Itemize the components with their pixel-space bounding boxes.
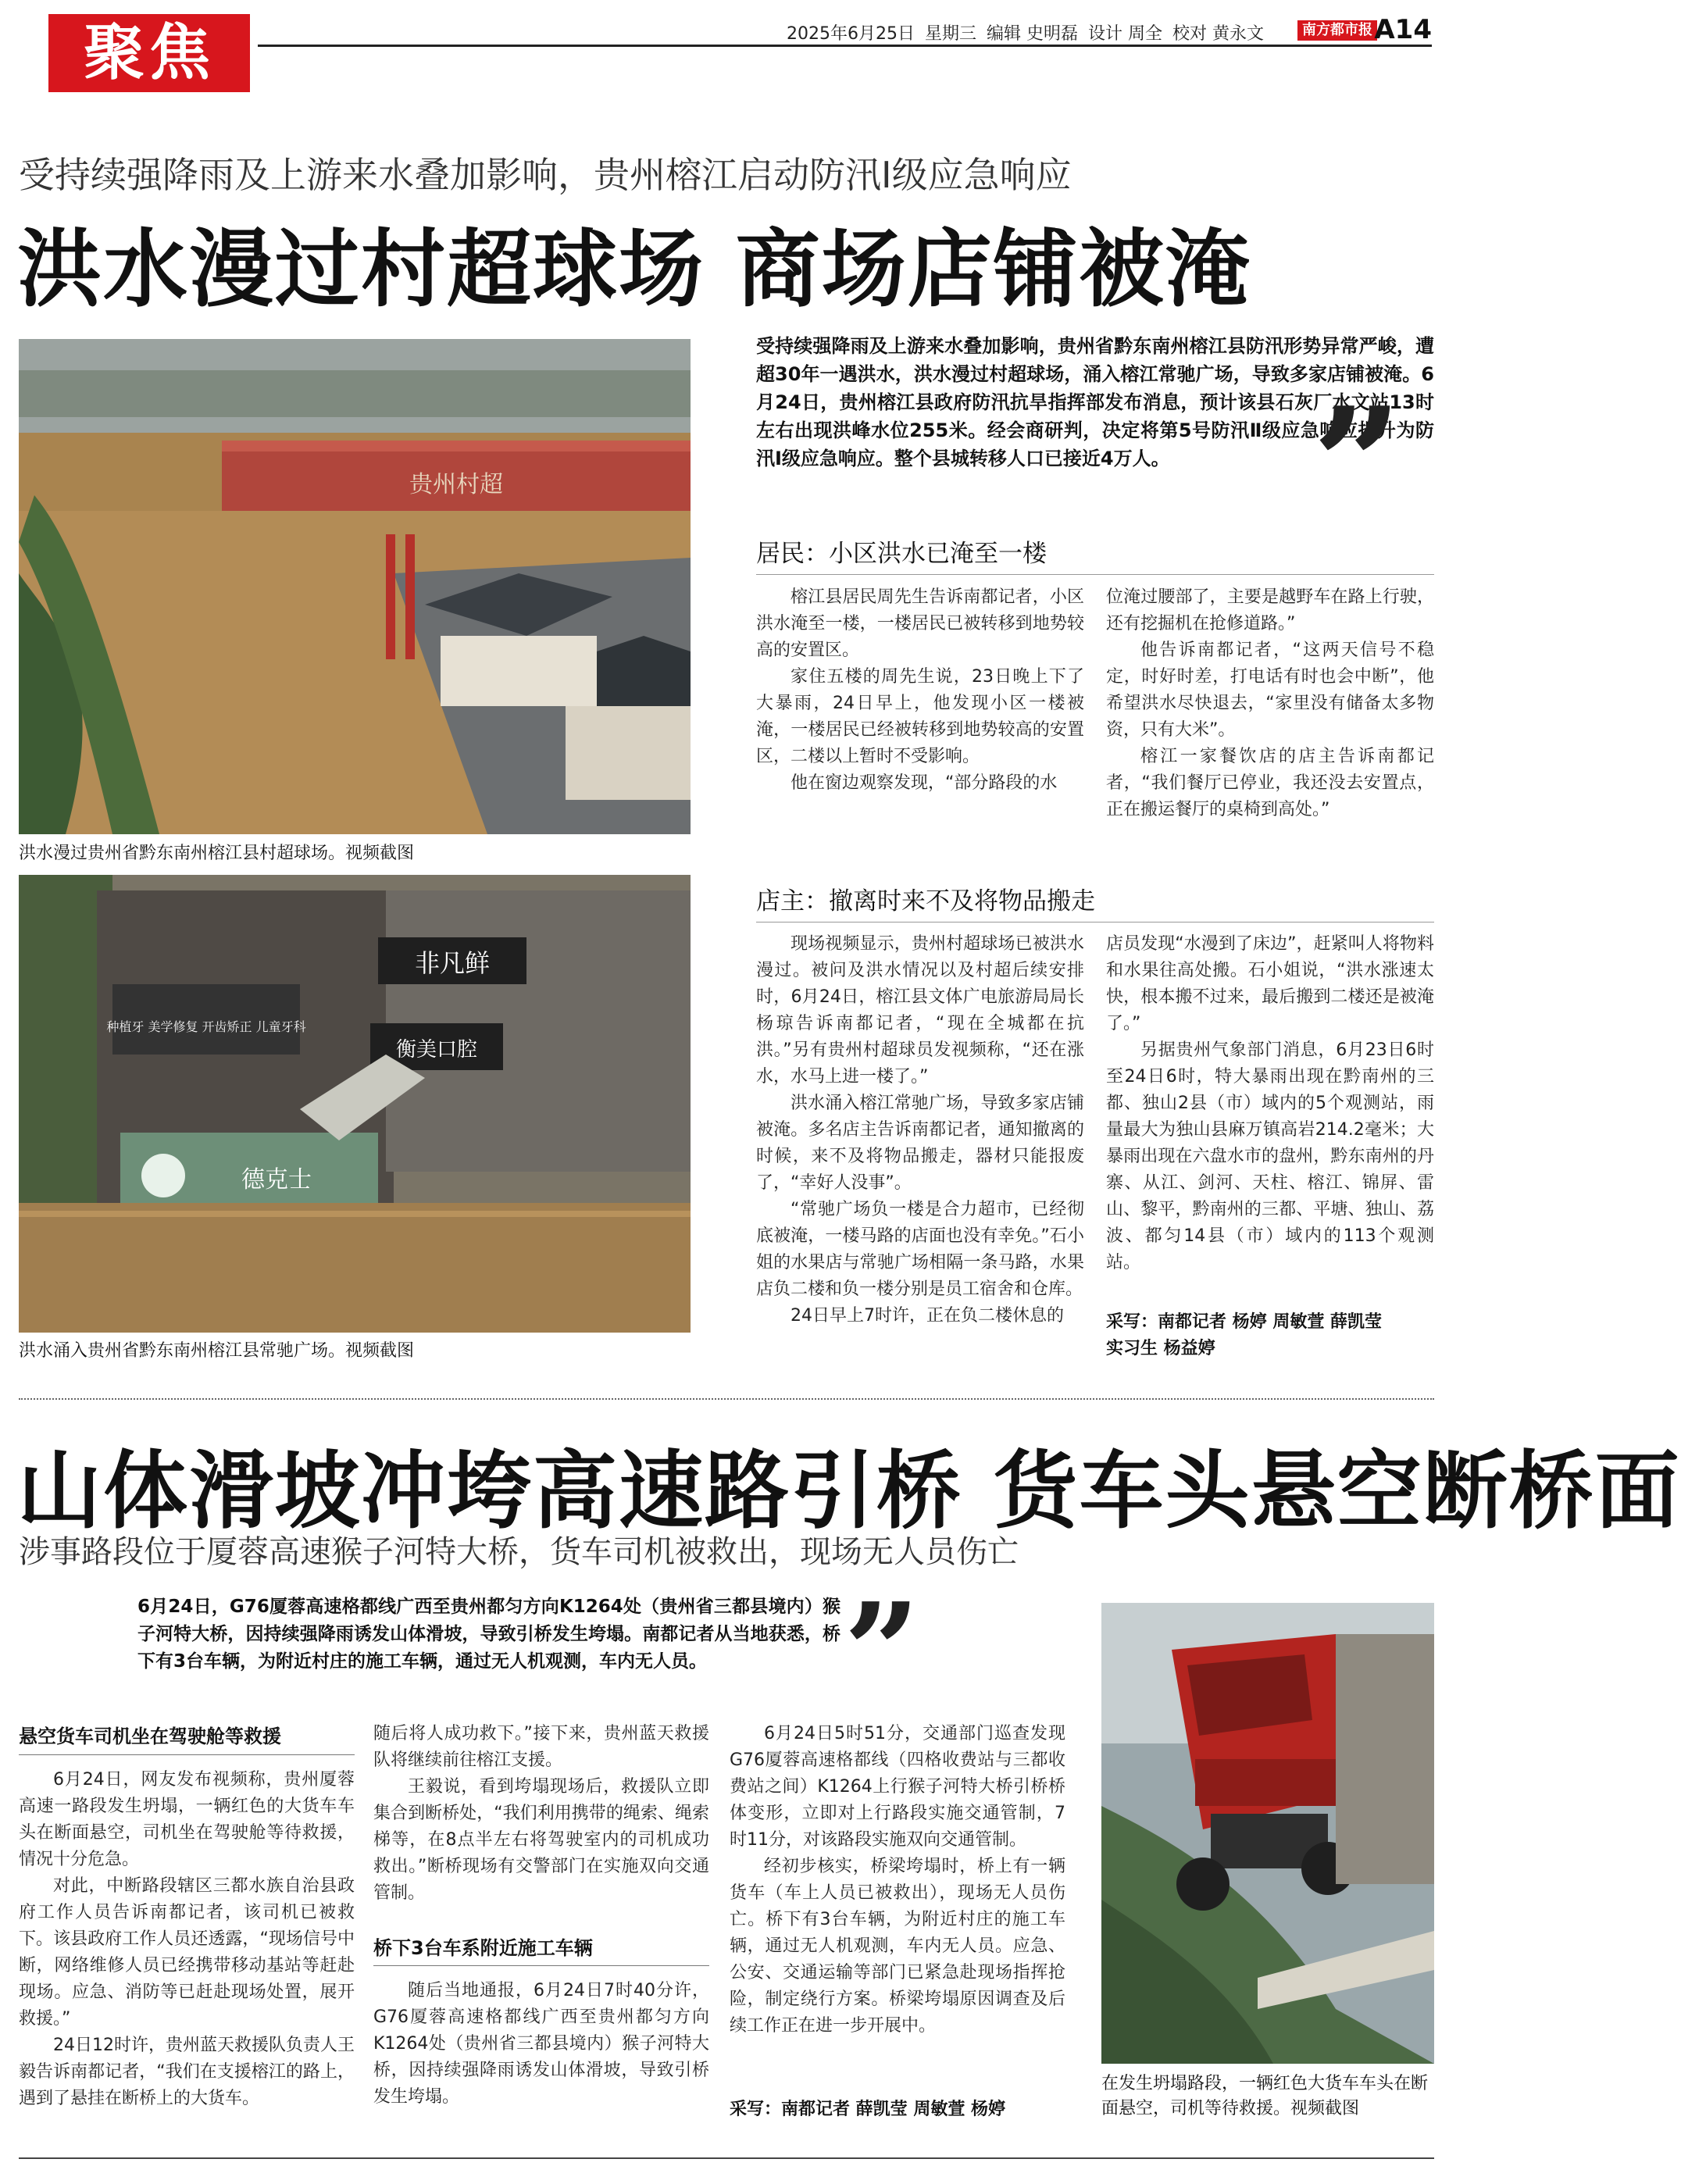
designer-credit: 设计 周全 <box>1088 24 1162 44</box>
page-bottom-rule <box>19 2157 1434 2159</box>
issue-weekday: 星期三 <box>924 24 976 44</box>
page-number: A14 <box>1374 14 1432 45</box>
story2-col2b-p1: 随后当地通报，6月24日7时40分许，G76厦蓉高速格都线广西至贵州都匀方向K1264处（贵州省三都县境内）猴子河特大桥，因持续强降雨诱发山体滑坡，导致引桥发生垮塌。 <box>373 1981 709 2107</box>
story2-sub2: 桥下3台车系附近施工车辆 <box>373 1937 593 1959</box>
story-divider <box>19 1398 1434 1400</box>
section1-col1 <box>756 584 1084 797</box>
story2-byline: 采写：南都记者 薛凯莹 周敏萱 杨婷 <box>730 2100 1005 2119</box>
section2-title: 店主：撤离时来不及将物品搬走 <box>756 887 1095 915</box>
section-tag <box>48 14 250 92</box>
header-meta <box>782 20 1264 45</box>
section1-title: 居民：小区洪水已淹至一楼 <box>756 540 1047 568</box>
story2-col2a-p2: 王毅说，看到垮塌现场后，救援队立即集合到断桥处，“我们利用携带的绳索、绳索梯等，在8点半左右将驾驶室内的司机成功救出。”断桥现场有交警部门在实施双向交通管制。 <box>373 1777 709 1903</box>
section1-col1-p1: 榕江县居民周先生告诉南都记者，小区洪水淹至一楼，一楼居民已被转移到地势较高的安置区。 <box>756 587 1084 660</box>
story2-col2a-p1: 随后将人成功救下。”接下来，贵州蓝天救援队将继续前往榕江支援。 <box>373 1724 709 1770</box>
story2-col2b <box>373 1978 709 2111</box>
story2-col1 <box>19 1767 355 2112</box>
editor-credit: 编辑 史明磊 <box>987 24 1078 44</box>
story2-col3-p2: 经初步核实，桥梁垮塌时，桥上有一辆货车（车上人员已被救出），现场无人员伤亡。桥下有3台车辆，为附近村庄的施工车辆，通过无人机观测，车内无人员。应急、公安、交通运输等部门已紧急赴现场指挥抢险，制定绕行方案。桥梁垮塌原因调查及后续工作正在进一步开展中。 <box>730 1857 1065 2036</box>
quote-mark-icon-2: ” <box>844 1574 920 1730</box>
paper-logo: 南方都市报 <box>1297 20 1377 41</box>
story1-byline <box>1106 1309 1434 1362</box>
story2-headline: 山体滑坡冲垮高速路引桥 货车头悬空断桥面 <box>17 1443 1681 1540</box>
story1-byline-line1: 采写：南都记者 杨婷 周敏萱 薛凯莹 <box>1106 1312 1382 1332</box>
flooded-plaza-photo <box>19 875 691 1333</box>
story2-kicker: 涉事路段位于厦蓉高速猴子河特大桥，货车司机被救出，现场无人员伤亡 <box>19 1534 1019 1570</box>
quote-mark-icon: ” <box>1312 373 1403 557</box>
section2-col1-p2: 洪水涌入榕江常驰广场，导致多家店铺被淹。多名店主告诉南都记者，通知撤离的时候，来不及将物品搬走，器材只能报废了，“幸好人没事”。 <box>756 1094 1084 1193</box>
story2-sub2-rule <box>373 1965 709 1966</box>
truck-photo <box>1101 1603 1434 2064</box>
story2-col2a <box>373 1721 709 1907</box>
header-rule <box>258 45 1432 47</box>
photo1-caption: 洪水漫过贵州省黔东南州榕江县村超球场。视频截图 <box>19 844 415 863</box>
section2-col1-p3: “常驰广场负一楼是合力超市，已经彻底被淹，一楼马路的店面也没有幸免。”石小姐的水果店与常驰广场相隔一条马路，水果店负二楼和负一楼分别是员工宿舍和仓库。 <box>756 1200 1084 1299</box>
photo2-caption: 洪水涌入贵州省黔东南州榕江县常驰广场。视频截图 <box>19 1341 415 1361</box>
section1-col2 <box>1106 584 1434 823</box>
section2-col1 <box>756 931 1084 1329</box>
flooded-plaza-image <box>19 875 691 1333</box>
section2-col1-p4: 24日早上7时许，正在负二楼休息的 <box>791 1306 1064 1326</box>
story2-col3 <box>730 1721 1065 2039</box>
story2-col1-p2: 对此，中断路段辖区三都水族自治县政府工作人员告诉南都记者，该司机已被救下。该县政府工作人员还透露，“现场信号中断，网络维修人员已经携带移动基站等赶赴现场。应急、消防等已赶赴现场处置，展开救援。” <box>19 1876 355 2029</box>
story2-sub1: 悬空货车司机坐在驾驶舱等救援 <box>19 1725 281 1747</box>
story2-col1-p3: 24日12时许，贵州蓝天救援队负责人王毅告诉南都记者，“我们在支援榕江的路上，遇到了悬挂在断桥上的大货车。 <box>19 2036 355 2108</box>
story1-lead: 受持续强降雨及上游来水叠加影响，贵州省黔东南州榕江县防汛形势异常严峻，遭超30年一遇洪水，洪水漫过村超球场，涌入榕江常驰广场，导致多家店铺被淹。6月24日，贵州榕江县政府防汛抗旱指挥部发布消息，预计该县石灰厂水文站13时左右出现洪峰水位255米。经会商研判，决定将第5号防汛Ⅱ级应急响应提升为防汛Ⅰ级应急响应。整个县城转移人口已接近4万人。 <box>756 335 1434 469</box>
story2-col1-p1: 6月24日，网友发布视频称，贵州厦蓉高速一路段发生坍塌，一辆红色的大货车车头在断面悬空，司机坐在驾驶舱等待救援，情况十分危急。 <box>19 1770 355 1869</box>
story2-lead: 6月24日，G76厦蓉高速格都线广西至贵州都匀方向K1264处（贵州省三都县境内）猴子河特大桥，因持续强降雨诱发山体滑坡，导致引桥发生垮塌。南都记者从当地获悉，桥下有3台车辆，为附近村庄的施工车辆，通过无人机观测，车内无人员。 <box>137 1597 840 1672</box>
section1-col2-p3: 榕江一家餐饮店的店主告诉南都记者，“我们餐厅已停业，我还没去安置点，正在搬运餐厅的桌椅到高处。” <box>1106 747 1434 819</box>
shop-sign-dental: 衡美口腔 <box>395 1038 478 1062</box>
story1-kicker: 受持续强降雨及上游来水叠加影响，贵州榕江启动防汛Ⅰ级应急响应 <box>19 154 1072 196</box>
story1-byline-line2: 实习生 杨益婷 <box>1106 1339 1215 1358</box>
proofreader-credit: 校对 黄永文 <box>1172 24 1264 44</box>
section1-col2-p1: 位淹过腰部了，主要是越野车在路上行驶，还有挖掘机在抢修道路。” <box>1106 587 1434 633</box>
stadium-sign-text: 贵州村超 <box>409 471 503 498</box>
section1-col1-p2: 家住五楼的周先生说，23日晚上下了大暴雨，24日早上，他发现小区一楼被淹，一楼居民已经被转移到地势较高的安置区，二楼以上暂时不受影响。 <box>756 667 1084 766</box>
section1-col2-p2: 他告诉南都记者，“这两天信号不稳定，时好时差，打电话有时也会中断”，他希望洪水尽快退去，“家里没有储备太多物资，只有大米”。 <box>1106 641 1434 740</box>
flooded-stadium-photo <box>19 339 691 834</box>
shop-sign-dicos: 德克士 <box>241 1166 312 1194</box>
flooded-stadium-image <box>19 339 691 834</box>
section2-col1-p1: 现场视频显示，贵州村超球场已被洪水漫过。被问及洪水情况以及村超后续安排时，6月24日，榕江县文体广电旅游局局长杨琼告诉南都记者，“现在全城都在抗洪。”另有贵州村超球员发视频称，“还在涨水，水马上进一楼了。” <box>756 934 1084 1087</box>
clinic-services-sign: 种植牙 美学修复 开齿矫正 儿童牙科 <box>106 1019 306 1034</box>
issue-date: 2025年6月25日 <box>787 24 915 44</box>
section1-col1-p3: 他在窗边观察发现，“部分路段的水 <box>791 773 1058 793</box>
story1-headline: 洪水漫过村超球场 商场店铺被淹 <box>17 221 1251 319</box>
section1-rule <box>756 574 1434 575</box>
shop-sign-feifan: 非凡鲜 <box>414 948 491 978</box>
section2-col2 <box>1106 931 1434 1276</box>
section2-col2-p1: 店员发现“水漫到了床边”，赶紧叫人将物料和水果往高处搬。石小姐说，“洪水涨速太快，根本搬不过来，最后搬到二楼还是被淹了。” <box>1106 934 1434 1033</box>
section2-col2-p2: 另据贵州气象部门消息，6月23日6时至24日6时，特大暴雨出现在黔南州的三都、独山2县（市）域内的5个观测站，雨量最大为独山县麻万镇高岩214.2毫米；大暴雨出现在六盘水市的盘州，黔东南州的丹寨、从江、剑河、天柱、榕江、锦屏、雷山、黎平，黔南州的三都、平塘、独山、荔波、都匀14县（市）域内的113个观测站。 <box>1106 1040 1434 1272</box>
hanging-truck-image <box>1101 1603 1434 2064</box>
story2-col3-p1: 6月24日5时51分，交通部门巡查发现G76厦蓉高速格都线（四格收费站与三都收费站之间）K1264上行猴子河特大桥引桥桥体变形，立即对上行路段实施交通管制，7时11分，对该路段实施双向交通管制。 <box>730 1724 1065 1850</box>
section-tag-label: 聚焦 <box>83 18 215 88</box>
truck-photo-caption: 在发生坍塌路段，一辆红色大货车车头在断面悬空，司机等待救援。视频截图 <box>1101 2074 1429 2118</box>
story2-sub1-rule <box>19 1754 355 1755</box>
